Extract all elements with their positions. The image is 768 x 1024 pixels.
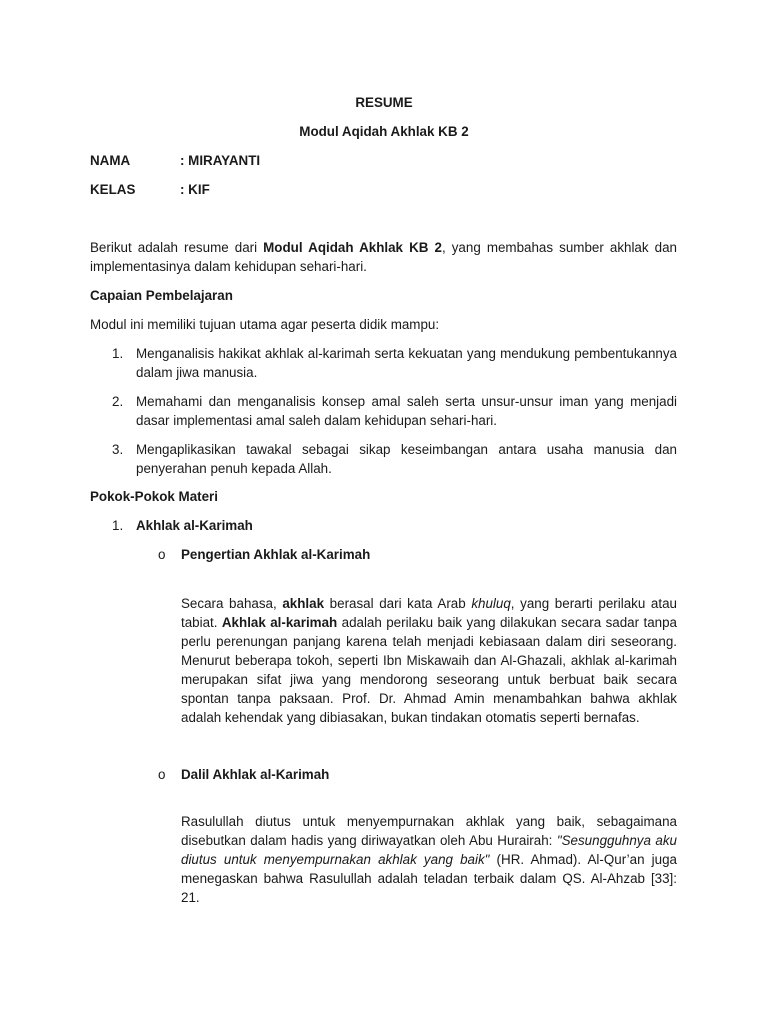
nama-value: : MIRAYANTI <box>180 153 261 168</box>
nama-label: NAMA <box>90 153 131 168</box>
pokok-heading: Pokok-Pokok Materi <box>90 489 218 504</box>
capaian-item-1-number: 1. <box>112 346 124 361</box>
capaian-lead: Modul ini memiliki tujuan utama agar peserta didik mampu: <box>90 317 440 332</box>
document-title: RESUME <box>355 95 413 110</box>
sub2-bullet: o <box>158 767 166 782</box>
capaian-item-2-text: Memahami dan menganalisis konsep amal saleh serta unsur-unsur iman yang menjadi dasar implementasi amal saleh dalam kehidupan sehari-hari. <box>136 394 677 428</box>
capaian-item-1-text: Menganalisis hakikat akhlak al-karimah serta kekuatan yang mendukung pembentukannya dalam jiwa manusia. <box>136 346 677 380</box>
pokok-item-1-title: Akhlak al-Karimah <box>136 518 253 533</box>
pokok-item-1-number: 1. <box>112 518 124 533</box>
document-subtitle: Modul Aqidah Akhlak KB 2 <box>299 124 469 139</box>
sub1-bullet: o <box>158 547 166 562</box>
sub1-title: Pengertian Akhlak al-Karimah <box>181 547 371 562</box>
kelas-value: : KIF <box>180 182 210 197</box>
capaian-heading: Capaian Pembelajaran <box>90 288 233 303</box>
kelas-label: KELAS <box>90 182 136 197</box>
capaian-item-3-text: Mengaplikasikan tawakal sebagai sikap keseimbangan antara usaha manusia dan penyerahan penuh kepada Allah. <box>136 442 677 476</box>
sub2-paragraph: Rasulullah diutus untuk menyempurnakan akhlak yang baik, sebagaimana disebutkan dalam hadis yang diriwayatkan oleh Abu Hurairah: "Sesungguhnya aku diutus untuk menyempurnakan akhlak yang baik" (HR. Ahmad). Al-Qur’an juga menegaskan bahwa Rasulullah adalah teladan terbaik dalam QS. Al-Ahzab [33]: 21. <box>181 814 677 905</box>
sub2-title: Dalil Akhlak al-Karimah <box>181 767 330 782</box>
intro-paragraph: Berikut adalah resume dari Modul Aqidah Akhlak KB 2, yang membahas sumber akhlak dan implementasinya dalam kehidupan sehari-hari. <box>90 240 677 274</box>
sub1-paragraph: Secara bahasa, akhlak berasal dari kata Arab khuluq, yang berarti perilaku atau tabiat. Akhlak al-karimah adalah perilaku baik yang dilakukan secara sadar tanpa perlu perenungan panjang karena telah menjadi kebiasaan dalam diri seseorang. Menurut beberapa tokoh, seperti Ibn Miskawaih dan Al-Ghazali, akhlak al-karimah merupakan sifat jiwa yang mendorong seseorang untuk berbuat baik secara spontan tanpa paksaan. Prof. Dr. Ahmad Amin menambahkan bahwa akhlak adalah kehendak yang dibiasakan, bukan tindakan otomatis seperti bernafas. <box>181 596 677 725</box>
capaian-item-3-number: 3. <box>112 442 124 457</box>
capaian-item-2-number: 2. <box>112 394 124 409</box>
